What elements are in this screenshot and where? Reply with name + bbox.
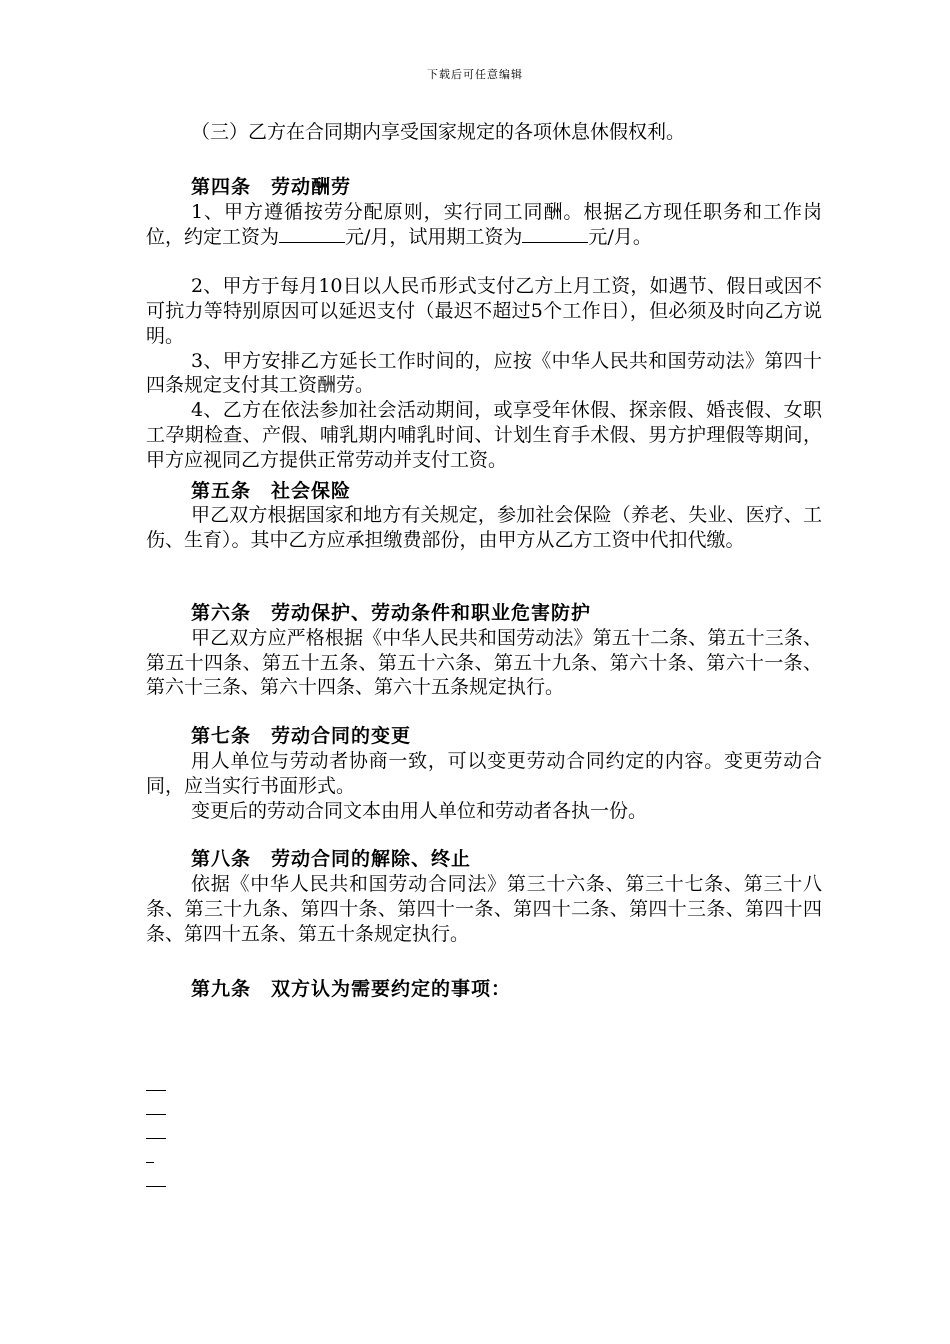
article-4-p1 bbox=[146, 200, 822, 251]
article-5-title: 第五条 社会保险 bbox=[191, 479, 352, 502]
article-7-p1: 用人单位与劳动者协商一致，可以变更劳动合同约定的内容。变更劳动合同，应当实行书面形式。 bbox=[146, 749, 822, 797]
article-4-p3: 3、甲方安排乙方延长工作时间的，应按《中华人民共和国劳动法》第四十四条规定支付其工资酬劳。 bbox=[146, 349, 822, 397]
document-body bbox=[146, 120, 822, 1001]
article-4-p1-b: 元/月，试用期工资为 bbox=[345, 226, 523, 249]
article-7-title: 第七条 劳动合同的变更 bbox=[191, 725, 412, 748]
article-7-p2: 变更后的劳动合同文本由用人单位和劳动者各执一份。 bbox=[191, 799, 648, 822]
article-8-p1: 依据《中华人民共和国劳动合同法》第三十六条、第三十七条、第三十八条、第三十九条、第四十条、第四十一条、第四十二条、第四十三条、第四十四条、第四十五条、第五十条规定执行。 bbox=[146, 873, 822, 945]
page-header: 下载后可任意编辑 bbox=[427, 68, 523, 81]
article-5-p1: 甲乙双方根据国家和地方有关规定，参加社会保险（养老、失业、医疗、工伤、生育）。其中乙方应承担缴费部份，由甲方从乙方工资中代扣代缴。 bbox=[146, 504, 822, 552]
spacer bbox=[146, 250, 822, 274]
article-8-title: 第八条 劳动合同的解除、终止 bbox=[191, 848, 472, 871]
article-6-title: 第六条 劳动保护、劳动条件和职业危害防护 bbox=[191, 601, 592, 624]
salary-blank[interactable] bbox=[279, 224, 345, 243]
article-9-title: 第九条 双方认为需要约定的事项： bbox=[191, 977, 512, 1000]
paragraph-rest-rights: （三）乙方在合同期内享受国家规定的各项休息休假权利。 bbox=[191, 121, 686, 143]
probation-salary-blank[interactable] bbox=[522, 224, 588, 243]
article-4-p1-a: 1、甲方遵循按劳分配原则，实行同工同酬。根据乙方现任职务和工作岗位，约定工资为 bbox=[146, 200, 822, 249]
article-4-p2: 2、甲方于每月10日以人民币形式支付乙方上月工资，如遇节、假日或因不可抗力等特别原因可以延迟支付（最迟不超过5个工作日），但必须及时向乙方说明。 bbox=[146, 275, 822, 347]
article-4-p4: 4、乙方在依法参加社会活动期间，或享受年休假、探亲假、婚丧假、女职工孕期检查、产假、哺乳期内哺乳时间、计划生育手术假、男方护理假等期间，甲方应视同乙方提供正常劳动并支付工资。 bbox=[146, 399, 822, 471]
article-6-p1: 甲乙双方应严格根据《中华人民共和国劳动法》第五十二条、第五十三条、第五十四条、第五十五条、第五十六条、第五十九条、第六十条、第六十一条、第六十三条、第六十四条、第六十五条规定执行。 bbox=[146, 626, 822, 699]
article-4-p1-c: 元/月。 bbox=[588, 226, 652, 249]
article-4-title: 第四条 劳动酬劳 bbox=[191, 175, 352, 198]
